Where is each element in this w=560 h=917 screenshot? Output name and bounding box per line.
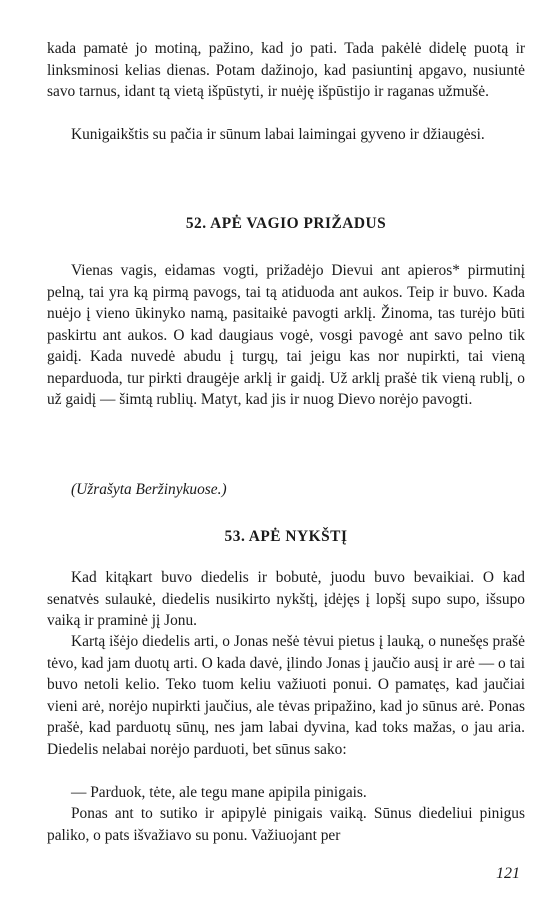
paragraph-53-3: — Parduok, tėte, ale tegu mane apipila pinigais. xyxy=(71,784,367,801)
heading-53: 53. APĖ NYKŠTĮ xyxy=(224,528,348,545)
paragraph-continued: kada pamatė jo motiną, pažino, kad jo pati. Tada pakėlė didelę puotą ir linksminosi kelias dienas. Potam dažinojo, kad pasiuntinį apgavo, nusiuntė savo tarnus, idant tą vietą išpūstyti, ir nuėję išpūstijo ir raganas užmušė. xyxy=(47,40,525,100)
paragraph-53-1: Kad kitąkart buvo diedelis ir bobutė, juodu buvo bevaikiai. O kad senatvės sulaukė, diedelis nusikirto nykštį, įdėjęs į lopšį supo supo, išsupo vaiką ir praminė jį Jonu. xyxy=(47,569,525,629)
paragraph-ending: Kunigaikštis su pačia ir sūnum labai laimingai gyveno ir džiaugėsi. xyxy=(71,126,485,143)
paragraph-52: Vienas vagis, eidamas vogti, prižadėjo Dievui ant apieros* pirmutinį pelną, tai yra ką pirmą pavogs, tai tą atiduoda ant aukos. Teip ir buvo. Kada nuėjo į vieno ūkinyko namą, pasitaikė pavogti arklį. Žinoma, tas turėjo būti paskirtu ant aukos. O kad daugiaus vogė, vosgi pavogė ant savo pelno tik gaidį. Kada nuvedė abudu į turgų, tai jeigu kas nor nupirkti, tai vieną neparduoda, tur pirkti draugėje arklį ir gaidį. Už arklį prašė tik vieną rublį, o už gaidį — šimtą rublių. Matyt, kad jis ir nuog Dievo norėjo pavogti. xyxy=(47,262,525,408)
paragraph-53-2: Kartą išėjo diedelis arti, o Jonas nešė tėvui pietus į lauką, o nunešęs prašė tėvo, kad jam duotų arti. O kada davė, įlindo Jonas į jaučio ausį ir arė — o tai buvo netoli kelio. Teko tuom keliu važiuoti ponui. O pamatęs, kad jaučiai vieni arė, norėjo nupirkti jaučius, ale tėvas pripažino, kad jo sūnus arė. Ponas prašė, kad parduotų sūnų, nes jam labai dyvina, kad toks mažas, o jau aria. Diedelis nelabai norėjo parduoti, bet sūnus sako: xyxy=(47,633,525,758)
source-note-52: (Užrašyta Beržinykuose.) xyxy=(71,481,227,498)
heading-52: 52. APĖ VAGIO PRIŽADUS xyxy=(185,215,387,232)
page-number: 121 xyxy=(496,865,520,882)
paragraph-53-4: Ponas ant to sutiko ir apipylė pinigais vaiką. Sūnus diedeliui pinigus paliko, o pats išvažiavo su ponu. Važiuojant per xyxy=(47,805,525,844)
